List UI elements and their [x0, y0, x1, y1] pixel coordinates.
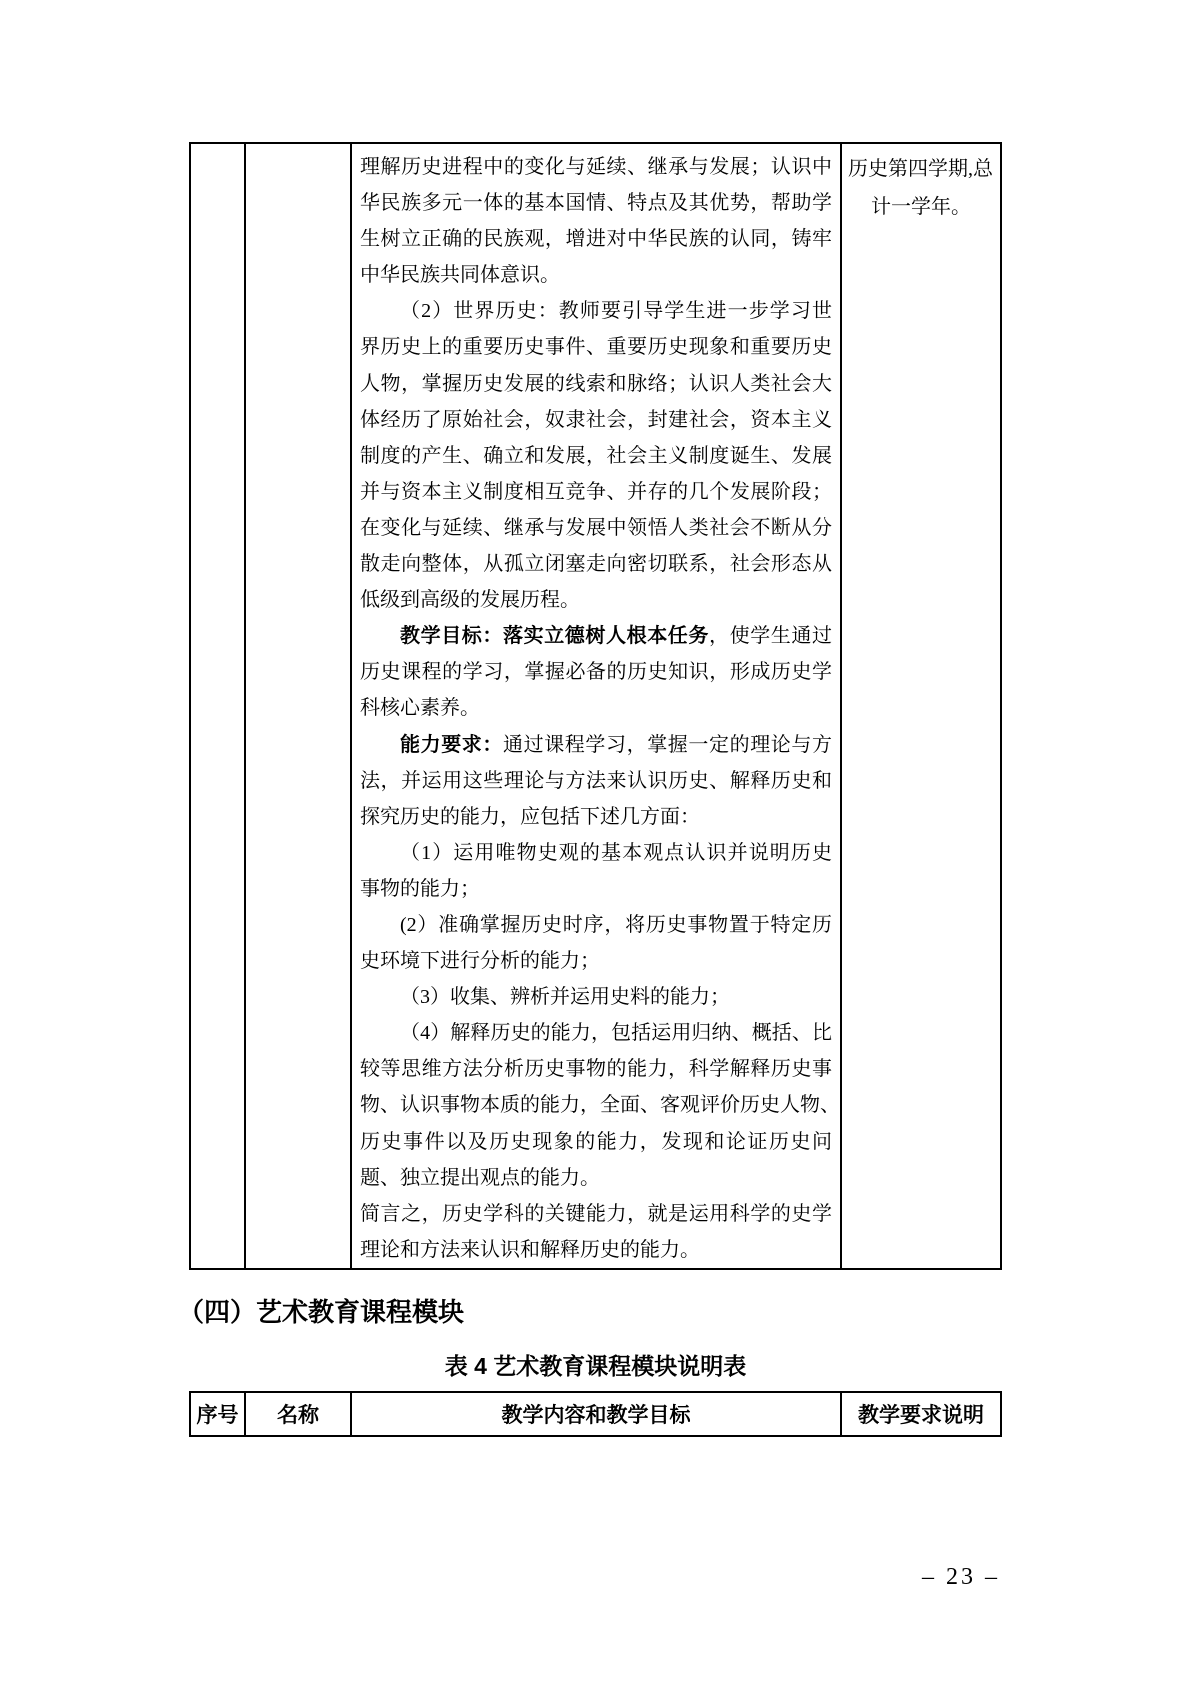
- content-line-text: （3）收集、辨析并运用史料的能力；: [400, 986, 730, 1009]
- history-content-text: [360, 149, 840, 1268]
- content-line: [360, 799, 832, 835]
- content-line: [360, 907, 832, 943]
- content-line: [360, 618, 832, 654]
- content-line: [360, 257, 832, 293]
- art-module-table: [189, 1391, 1002, 1437]
- content-line-text: 科核心素养。: [360, 697, 480, 720]
- table-col-name-empty: [246, 144, 352, 1268]
- content-line-bold-text: 教学目标：落实立德树人根本任务: [400, 625, 709, 648]
- content-line-text: 并与资本主义制度相互竞争、并存的几个发展阶段；: [360, 480, 832, 503]
- content-line-text: 理论和方法来认识和解释历史的能力。: [360, 1238, 700, 1261]
- content-line-text: （2）世界历史：教师要引导学生进一步学习世: [400, 300, 832, 323]
- content-line: [360, 402, 832, 438]
- content-line: [360, 510, 832, 546]
- content-line-text: 在变化与延续、继承与发展中领悟人类社会不断从分: [360, 516, 832, 539]
- section-heading: （四）艺术教育课程模块: [178, 1297, 465, 1327]
- content-line-text: 散走向整体，从孤立闭塞走向密切联系，社会形态从: [360, 553, 832, 576]
- table4-header-requirement: 教学要求说明: [858, 1404, 984, 1427]
- content-line-text: (2）准确掌握历史时序，将历史事物置于特定历: [400, 913, 832, 936]
- content-line: [360, 582, 832, 618]
- content-line: [360, 979, 832, 1015]
- table4-header-number: 序号: [191, 1393, 246, 1435]
- content-line-text: 通过课程学习，掌握一定的理论与方: [503, 733, 832, 756]
- table4-title: 表 4 艺术教育课程模块说明表: [444, 1353, 747, 1379]
- page-number: – 23 –: [922, 1564, 1000, 1590]
- content-line-text: 中华民族共同体意识。: [360, 264, 560, 287]
- content-line: [360, 546, 832, 582]
- table4-header-content: 教学内容和教学目标: [352, 1393, 842, 1435]
- content-line: [360, 943, 832, 979]
- schedule-note-line1: 历史第四学期,总: [848, 158, 993, 180]
- content-line: [360, 1087, 840, 1123]
- content-line-text: 物、认识事物本质的能力，全面、客观评价历史人物、: [360, 1094, 840, 1117]
- table-col-number-empty: [191, 144, 246, 1268]
- table4-header-name: 名称: [246, 1393, 352, 1435]
- content-line-text: 事物的能力；: [360, 877, 480, 900]
- content-line-text: 华民族多元一体的基本国情、特点及其优势，帮助学: [360, 192, 832, 215]
- content-line-text: 制度的产生、确立和发展，社会主义制度诞生、发展: [360, 444, 832, 467]
- content-line: [360, 1124, 832, 1160]
- content-line-bold-text: 能力要求：: [400, 733, 503, 756]
- content-line: [360, 149, 832, 185]
- content-line: [360, 1015, 832, 1051]
- content-line: [360, 221, 832, 257]
- content-line: [360, 654, 832, 690]
- content-line: [360, 1160, 832, 1196]
- content-line-text: 理解历史进程中的变化与延续、继承与发展；认识中: [360, 156, 832, 178]
- content-line: [360, 727, 832, 763]
- content-line: [360, 690, 832, 726]
- content-line: [360, 871, 832, 907]
- content-line-text: 历史课程的学习，掌握必备的历史知识，形成历史学: [360, 661, 832, 684]
- content-line-text: ，使学生通过: [709, 625, 833, 648]
- content-line-text: 史环境下进行分析的能力；: [360, 950, 600, 973]
- content-line: [360, 1232, 832, 1268]
- content-line: [360, 366, 832, 402]
- content-line: [360, 293, 832, 329]
- content-line: [360, 185, 832, 221]
- content-line: [360, 1196, 832, 1232]
- content-line: [360, 329, 832, 365]
- content-line-text: 探究历史的能力，应包括下述几方面：: [360, 805, 700, 828]
- content-line-text: 题、独立提出观点的能力。: [360, 1166, 600, 1189]
- content-line: [360, 1051, 832, 1087]
- content-line-text: 界历史上的重要历史事件、重要历史现象和重要历史: [360, 336, 832, 359]
- content-line-text: 人物，掌握历史发展的线索和脉络；认识人类社会大: [360, 372, 832, 395]
- content-line-text: 历史事件以及历史现象的能力，发现和论证历史问: [360, 1130, 832, 1153]
- content-line: [360, 835, 832, 871]
- content-line: [360, 438, 832, 474]
- content-line-text: 较等思维方法分析历史事物的能力，科学解释历史事: [360, 1058, 832, 1081]
- content-line: [360, 763, 832, 799]
- content-line-text: 低级到高级的发展历程。: [360, 589, 580, 612]
- content-line-text: 体经历了原始社会，奴隶社会，封建社会，资本主义: [360, 408, 832, 431]
- schedule-note-line2: 计一学年。: [871, 196, 971, 218]
- history-module-table: [189, 142, 1002, 1270]
- content-line-text: 简言之，历史学科的关键能力，就是运用科学的史学: [360, 1202, 832, 1225]
- content-line: [360, 474, 832, 510]
- content-line-text: （1）运用唯物史观的基本观点认识并说明历史: [400, 841, 832, 864]
- table-col-requirement: [842, 144, 1000, 1268]
- content-line-text: 法，并运用这些理论与方法来认识历史、解释历史和: [360, 769, 832, 792]
- content-line-text: 生树立正确的民族观，增进对中华民族的认同，铸牢: [360, 228, 832, 251]
- content-line-text: （4）解释历史的能力，包括运用归纳、概括、比: [400, 1022, 832, 1045]
- table-col-content: [352, 144, 842, 1268]
